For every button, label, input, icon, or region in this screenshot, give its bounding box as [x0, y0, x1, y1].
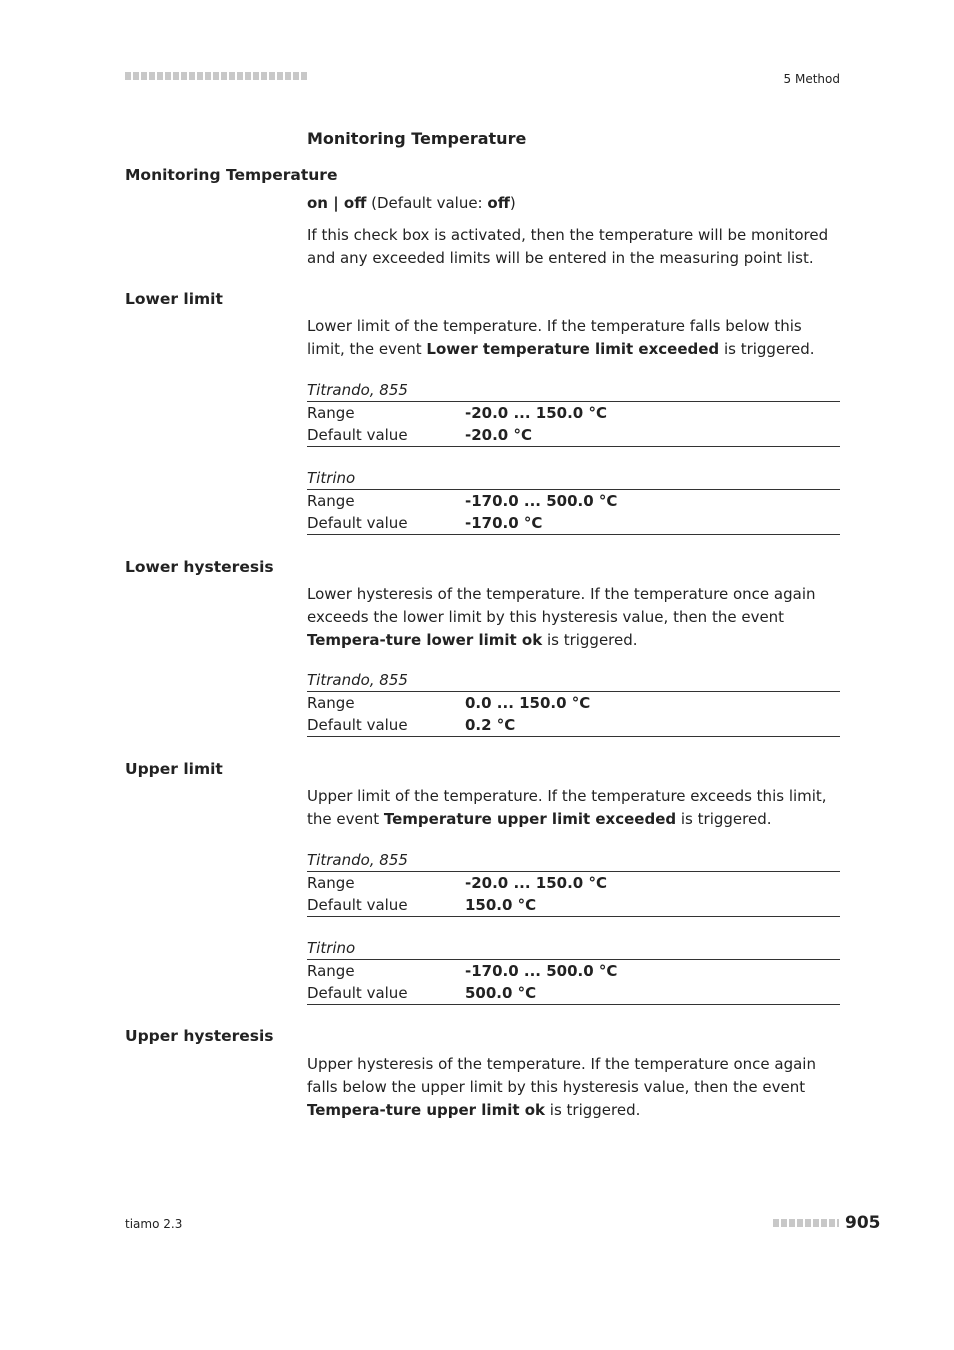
desc-text: is triggered. — [542, 631, 638, 649]
table-caption: Titrando, 855 — [307, 669, 840, 692]
lower-limit-heading: Lower limit — [125, 290, 223, 308]
monitoring-description: If this check box is activated, then the temperature will be monitored and any exceeded limits will be entered in the measuring point list. — [307, 226, 829, 267]
range-label: Range — [307, 874, 355, 892]
default-value: -170.0 °C — [465, 514, 543, 532]
upper-limit-table-titrino — [307, 937, 840, 1005]
table-row — [307, 424, 840, 446]
product-name: tiamo 2.3 — [125, 1217, 183, 1231]
table-rule — [307, 736, 840, 737]
table-caption: Titrino — [307, 937, 840, 960]
event-name: Tempera-ture upper limit ok — [307, 1101, 546, 1119]
table-caption: Titrino — [307, 467, 840, 490]
table-row — [307, 490, 840, 512]
lower-hysteresis-description — [307, 583, 842, 652]
event-name: Temperature upper limit exceeded — [383, 810, 677, 828]
range-value: -20.0 ... 150.0 °C — [465, 404, 607, 422]
table-rule — [307, 916, 840, 917]
desc-text: Upper limit of the temperature. If the temperature exceeds this limit, the event — [307, 787, 827, 828]
desc-text: Lower limit of the temperature. If the temperature falls below this limit, the event — [307, 317, 802, 358]
table-row — [307, 960, 840, 982]
table-row — [307, 714, 840, 736]
default-value: off — [487, 194, 510, 212]
default-value: 150.0 °C — [465, 896, 537, 914]
table-rule — [307, 534, 840, 535]
range-value: 0.0 ... 150.0 °C — [465, 694, 591, 712]
desc-text: is triggered. — [676, 810, 772, 828]
option-on: on — [307, 194, 328, 212]
desc-text: Lower hysteresis of the temperature. If the temperature once again exceeds the lower limit by this hysteresis value, then the event — [307, 585, 816, 626]
table-row — [307, 692, 840, 714]
section-title: Monitoring Temperature — [307, 129, 527, 148]
range-value: -20.0 ... 150.0 °C — [465, 874, 607, 892]
upper-limit-description — [307, 785, 842, 831]
range-value: -170.0 ... 500.0 °C — [465, 962, 618, 980]
table-rule — [307, 1004, 840, 1005]
table-caption: Titrando, 855 — [307, 379, 840, 402]
default-label: Default value — [307, 426, 408, 444]
option-separator: | — [327, 194, 344, 212]
upper-hysteresis-description — [307, 1053, 842, 1122]
option-off: off — [343, 194, 367, 212]
table-rule — [307, 446, 840, 447]
table-row — [307, 872, 840, 894]
range-label: Range — [307, 404, 355, 422]
default-label: Default value — [307, 514, 408, 532]
monitoring-options — [307, 192, 842, 215]
table-caption: Titrando, 855 — [307, 849, 840, 872]
default-value: -20.0 °C — [465, 426, 532, 444]
desc-text: Upper hysteresis of the temperature. If the temperature once again falls below the upper limit by this hysteresis value, then the event — [307, 1055, 816, 1096]
monitoring-heading: Monitoring Temperature — [125, 166, 338, 184]
table-row — [307, 402, 840, 424]
default-label: Default value — [307, 716, 408, 734]
desc-text: is triggered. — [719, 340, 815, 358]
chapter-label: 5 Method — [783, 72, 840, 86]
default-suffix: ) — [509, 194, 516, 212]
event-name: Tempera-ture lower limit ok — [307, 631, 543, 649]
upper-hysteresis-heading: Upper hysteresis — [125, 1027, 274, 1045]
range-label: Range — [307, 962, 355, 980]
default-prefix: (Default value: — [366, 194, 488, 212]
range-label: Range — [307, 492, 355, 510]
lower-limit-table-titrando — [307, 379, 840, 447]
lower-hysteresis-heading: Lower hysteresis — [125, 558, 274, 576]
default-label: Default value — [307, 896, 408, 914]
table-row — [307, 894, 840, 916]
default-value: 500.0 °C — [465, 984, 537, 1002]
footer-decoration — [773, 1219, 839, 1227]
default-label: Default value — [307, 984, 408, 1002]
range-label: Range — [307, 694, 355, 712]
header-decoration — [125, 72, 307, 80]
desc-text: is triggered. — [545, 1101, 641, 1119]
lower-limit-description — [307, 315, 842, 361]
event-name: Lower temperature limit exceeded — [426, 340, 720, 358]
upper-limit-table-titrando — [307, 849, 840, 917]
table-row — [307, 982, 840, 1004]
page-number: 905 — [845, 1213, 881, 1233]
table-row — [307, 512, 840, 534]
lower-hysteresis-table-titrando — [307, 669, 840, 737]
upper-limit-heading: Upper limit — [125, 760, 223, 778]
default-value: 0.2 °C — [465, 716, 516, 734]
range-value: -170.0 ... 500.0 °C — [465, 492, 618, 510]
lower-limit-table-titrino — [307, 467, 840, 535]
